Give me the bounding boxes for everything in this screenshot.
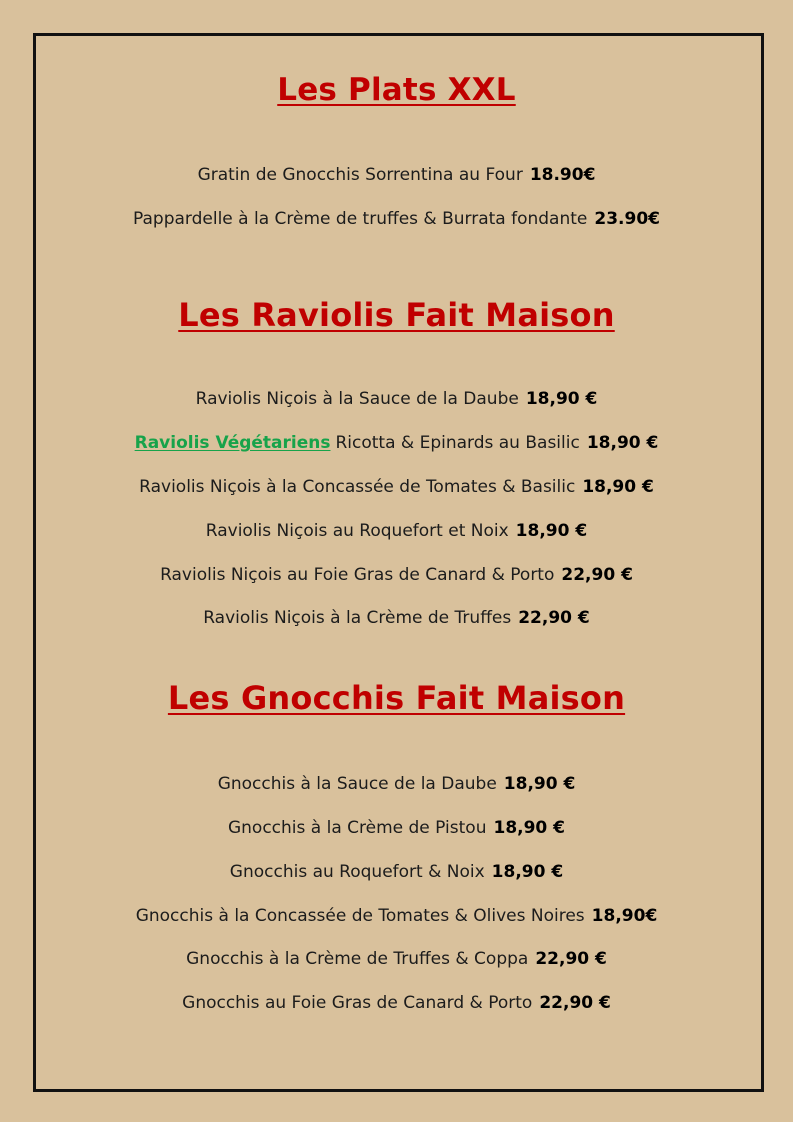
menu-item (0, 432, 793, 454)
menu-item-name: Raviolis Niçois à la Crème de Truffes (203, 608, 512, 628)
menu-item-name: Gnocchis à la Concassée de Tomates & Olives Noires (135, 906, 585, 926)
menu-item (0, 817, 793, 839)
menu-item-name: Raviolis Niçois à la Concassée de Tomates & Basilic (139, 477, 576, 497)
vegetarian-tag: Raviolis Végétariens (134, 433, 331, 453)
menu-item-price: 18,90 € (586, 433, 659, 453)
menu-item (0, 607, 793, 629)
menu-item-price: 22,90 € (561, 565, 633, 585)
menu-item-name: Gnocchis au Roquefort & Noix (229, 862, 485, 882)
menu-item-price: 18,90 € (503, 774, 576, 794)
menu-item-price: 18,90 € (582, 477, 654, 497)
menu-item (0, 520, 793, 542)
menu-item-price: 18.90€ (529, 165, 596, 185)
menu-item (0, 208, 793, 230)
menu-item (0, 992, 793, 1014)
menu-item (0, 564, 793, 586)
section-title-plats-xxl: Les Plats XXL (277, 72, 516, 108)
menu-item (0, 861, 793, 883)
menu-item (0, 476, 793, 498)
menu-item-name: Gnocchis à la Sauce de la Daube (217, 774, 497, 794)
menu-item (0, 905, 793, 927)
section-title-gnocchis: Les Gnocchis Fait Maison (167, 679, 626, 717)
menu-item-price: 18,90 € (493, 818, 566, 838)
menu-item (0, 773, 793, 795)
menu-item-price: 18,90 € (525, 389, 598, 409)
menu-item (0, 164, 793, 186)
menu-item (0, 948, 793, 970)
menu-item-price: 22,90 € (518, 608, 590, 628)
menu-item (0, 388, 793, 410)
menu-item-name: Raviolis Niçois au Foie Gras de Canard & Porto (160, 565, 555, 585)
menu-item-name: Gnocchis à la Crème de Pistou (227, 818, 487, 838)
menu-item-name: Gratin de Gnocchis Sorrentina au Four (197, 165, 523, 185)
menu-item-name: Pappardelle à la Crème de truffes & Burrata fondante (133, 209, 588, 229)
menu-item-price: 18,90 € (515, 521, 588, 541)
menu-item-name: Gnocchis au Foie Gras de Canard & Porto (182, 993, 533, 1013)
menu-item-name: Ricotta & Epinards au Basilic (335, 433, 580, 453)
menu-item-name: Gnocchis à la Crème de Truffes & Coppa (186, 949, 529, 969)
menu-item-name: Raviolis Niçois au Roquefort et Noix (205, 521, 509, 541)
menu-item-price: 18,90 € (491, 862, 564, 882)
menu-item-price: 23.90€ (594, 209, 660, 229)
menu-item-name: Raviolis Niçois à la Sauce de la Daube (195, 389, 519, 409)
menu-item-price: 22,90 € (539, 993, 611, 1013)
menu-frame (33, 33, 764, 1092)
menu-item-price: 22,90 € (535, 949, 607, 969)
section-title-raviolis: Les Raviolis Fait Maison (178, 296, 615, 334)
menu-item-price: 18,90€ (591, 906, 658, 926)
